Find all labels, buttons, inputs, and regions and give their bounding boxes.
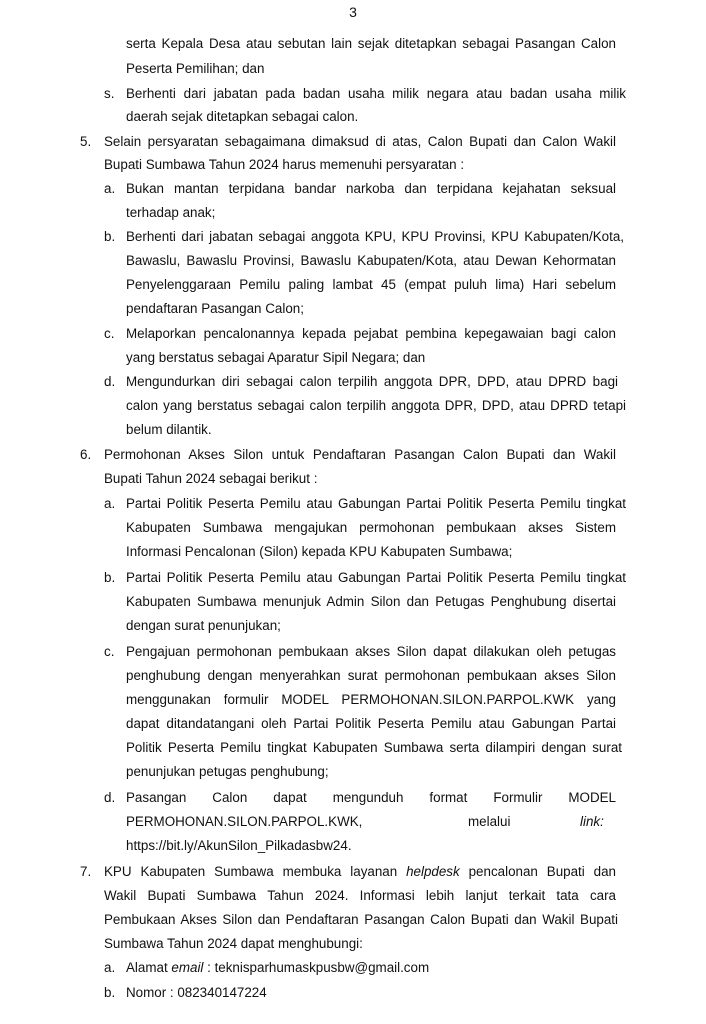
item5-d-marker: d. [104,374,116,389]
item7-line1-post: pencalonan Bupati dan [459,864,616,879]
item7-line1-pre: KPU Kabupaten Sumbawa membuka layanan [104,864,407,879]
item6-d-line2-via: melalui [468,814,511,829]
item6-c-line2: penghubung dengan menyerahkan surat permohonan pembukaan akses Silon [126,668,616,683]
item6-b-marker: b. [104,570,116,585]
item5-number: 5. [80,134,92,149]
item-r-line2: Peserta Pemilihan; dan [126,61,265,76]
item7-line2: Wakil Bupati Sumbawa Tahun 2024. Informasi lebih lanjut terkait tata cara [104,888,616,903]
item5-d-line1: Mengundurkan diri sebagai calon terpilih anggota DPR, DPD, atau DPRD bagi [126,374,618,389]
item6-d-marker: d. [104,790,116,805]
item6-b-line2: Kabupaten Sumbawa menunjuk Admin Silon dan Petugas Penghubung disertai [126,594,616,609]
item6-d-line2-link: link: [580,814,604,829]
item6-b-line3: dengan surat penunjukan; [126,618,281,633]
item7-line1 [104,864,616,880]
item7-line4: Sumbawa Tahun 2024 dapat menghubungi: [104,936,363,951]
email-address[interactable]: : teknisparhumaskpusbw@gmail.com [203,960,430,975]
item5-b-line2: Bawaslu, Bawaslu Provinsi, Bawaslu Kabupaten/Kota, atau Dewan Kehormatan [126,253,616,268]
item5-line2: Bupati Sumbawa Tahun 2024 harus memenuhi persyaratan : [104,157,465,172]
item-s-marker: s. [104,86,115,101]
item5-c-marker: c. [104,326,115,341]
item6-d-url[interactable]: https://bit.ly/AkunSilon_Pilkadasbw24. [126,838,352,853]
item5-b-marker: b. [104,229,116,244]
item6-a-line3: Informasi Pencalonan (Silon) kepada KPU Kabupaten Sumbawa; [126,544,513,559]
email-label: Alamat [126,960,172,975]
item6-c-line6: penunjukan petugas penghubung; [126,764,329,779]
item6-d-line1: Pasangan Calon dapat mengunduh format Formulir MODEL [126,790,616,805]
item6-b-line1: Partai Politik Peserta Pemilu atau Gabungan Partai Politik Peserta Pemilu tingkat [126,570,626,585]
page-number: 3 [349,4,357,20]
item5-b-line1: Berhenti dari jabatan sebagai anggota KPU, KPU Provinsi, KPU Kabupaten/Kota, [126,229,624,244]
item5-c-line2: yang berstatus sebagai Aparatur Sipil Negara; dan [126,350,426,365]
item5-d-line3: belum dilantik. [126,422,212,437]
item7-a-marker: a. [104,960,116,975]
item6-c-line5: Politik Peserta Pemilu tingkat Kabupaten Sumbawa serta dilampiri dengan surat [126,740,622,755]
item6-a-marker: a. [104,496,116,511]
item5-c-line1: Melaporkan pencalonannya kepada pejabat pembina kepegawaian bagi calon [126,326,616,341]
item5-line1: Selain persyaratan sebagaimana dimaksud di atas, Calon Bupati dan Calon Wakil [104,134,616,149]
item5-d-line2: calon yang berstatus sebagai calon terpilih anggota DPR, DPD, atau DPRD tetapi [126,398,626,413]
phone-number: Nomor : 082340147224 [126,985,267,1000]
item7-line3: Pembukaan Akses Silon dan Pendaftaran Pasangan Calon Bupati dan Wakil Bupati [104,912,618,927]
item6-line2: Bupati Tahun 2024 sebagai berikut : [104,471,318,486]
item5-a-line2: terhadap anak; [126,205,216,220]
item6-a-line2: Kabupaten Sumbawa mengajukan permohonan pembukaan akses Sistem [126,520,616,535]
item6-line1: Permohonan Akses Silon untuk Pendaftaran Pasangan Calon Bupati dan Wakil [104,447,616,462]
item-r-line1: serta Kepala Desa atau sebutan lain sejak ditetapkan sebagai Pasangan Calon [126,36,616,51]
item6-a-line1: Partai Politik Peserta Pemilu atau Gabungan Partai Politik Peserta Pemilu tingkat [126,496,626,511]
item6-d-line2-model: PERMOHONAN.SILON.PARPOL.KWK, [126,814,363,829]
item-s-line1: Berhenti dari jabatan pada badan usaha milik negara atau badan usaha milik [126,86,626,101]
item6-c-marker: c. [104,644,115,659]
item7-email-line [126,960,429,976]
item5-a-line1: Bukan mantan terpidana bandar narkoba dan terpidana kejahatan seksual [126,181,616,196]
item6-c-line4: dapat ditandatangani oleh Partai Politik Peserta Pemilu atau Gabungan Partai [126,716,616,731]
item6-c-line1: Pengajuan permohonan pembukaan akses Silon dapat dilakukan oleh petugas [126,644,616,659]
item7-b-marker: b. [104,985,116,1000]
item5-a-marker: a. [104,181,116,196]
item7-number: 7. [80,864,92,879]
item6-c-line3: menggunakan formulir MODEL PERMOHONAN.SILON.PARPOL.KWK yang [126,692,616,707]
item-s-line2: daerah sejak ditetapkan sebagai calon. [126,109,359,124]
item5-b-line3: Penyelenggaraan Pemilu paling lambat 45 (empat puluh lima) Hari sebelum [126,277,616,292]
item6-number: 6. [80,447,92,462]
item7-helpdesk: helpdesk [406,864,460,879]
item5-b-line4: pendaftaran Pasangan Calon; [126,301,304,316]
email-label-em: email [171,960,204,975]
